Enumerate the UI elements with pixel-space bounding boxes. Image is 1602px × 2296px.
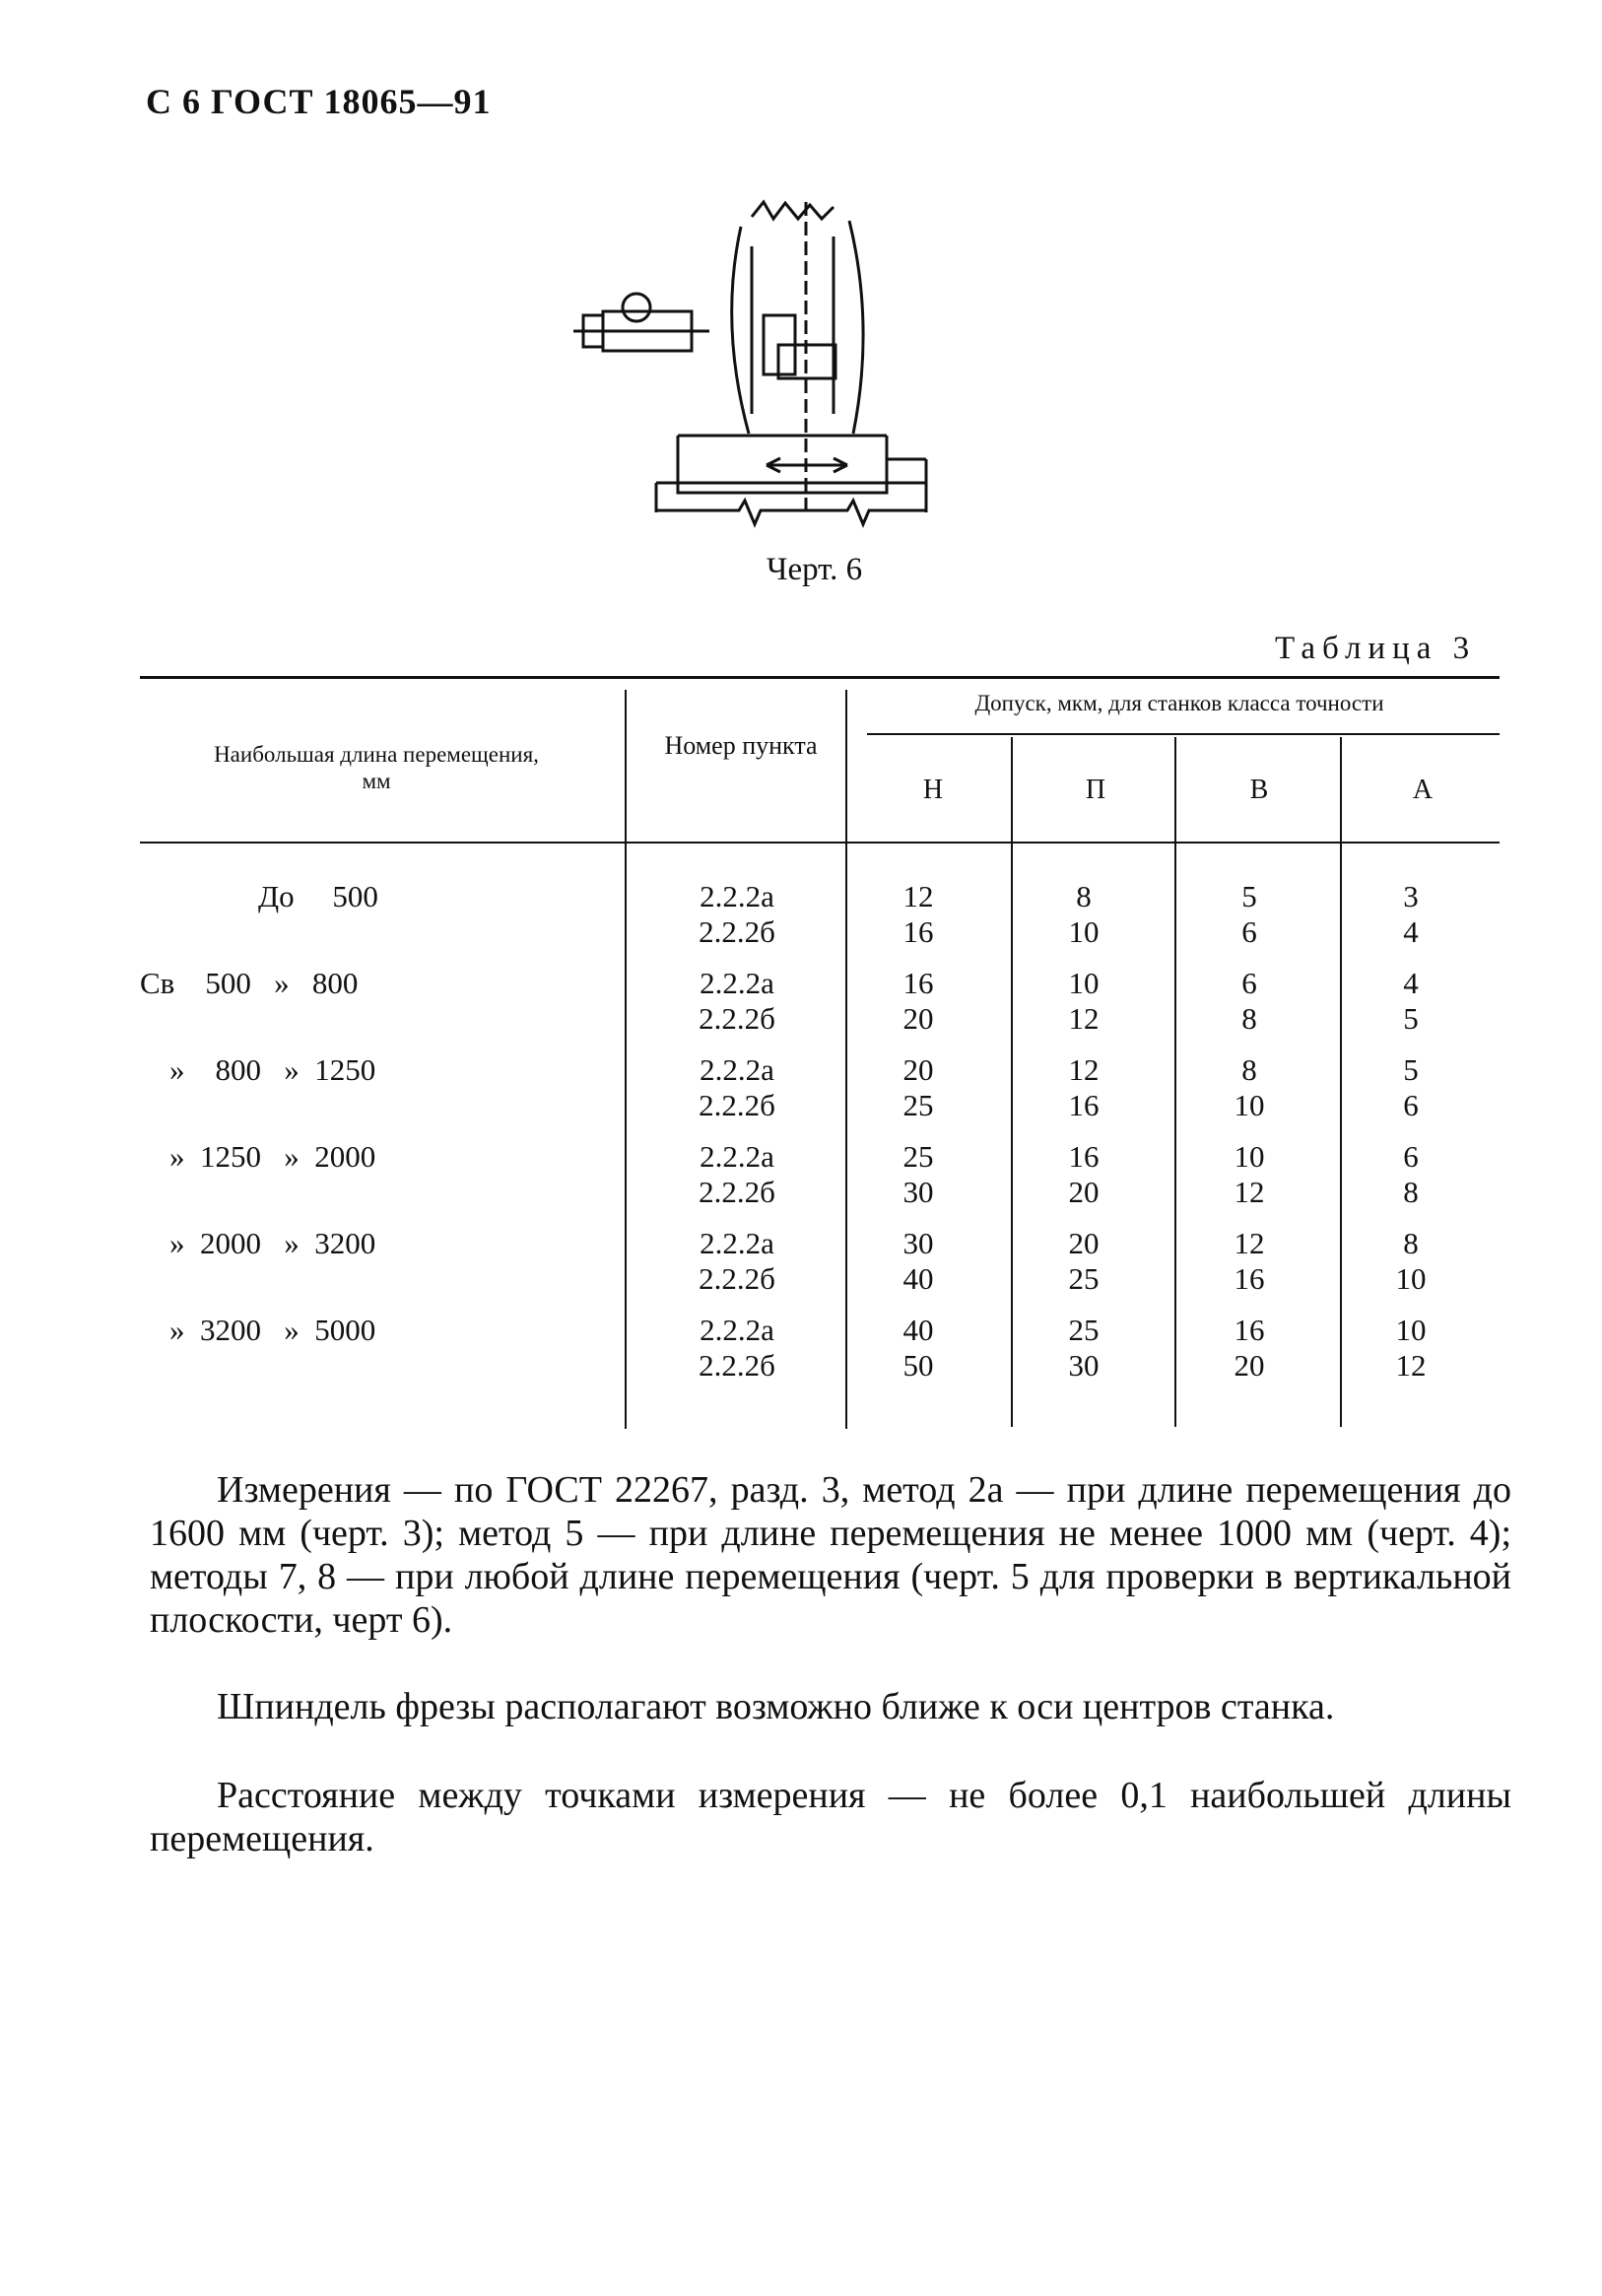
row-point-number: 2.2.2а <box>700 1052 774 1087</box>
table-row <box>140 1313 1500 1399</box>
tolerance-value: 12 <box>1234 1226 1265 1260</box>
table-row <box>140 1226 1500 1313</box>
paragraph-text: Шпиндель фрезы располагают возможно ближе к оси центров станка. <box>217 1686 1335 1727</box>
header-class-n: Н <box>922 775 944 805</box>
tolerance-value: 20 <box>1068 1226 1100 1260</box>
header-length: Наибольшая длина перемещения, мм <box>214 742 539 793</box>
tolerance-value: 3 <box>1403 879 1419 913</box>
tolerance-value: 8 <box>1403 1175 1419 1209</box>
body-paragraph <box>150 1774 1511 1860</box>
tolerance-value: 4 <box>1403 966 1419 1000</box>
tolerance-value: 20 <box>1068 1175 1100 1209</box>
row-length-label: » 1250 » 2000 <box>169 1139 376 1174</box>
tolerance-value: 12 <box>1395 1348 1427 1383</box>
row-point-number: 2.2.2б <box>699 1348 775 1383</box>
paragraph-text: Расстояние между точками измерения — не более 0,1 наибольшей длины перемещения. <box>150 1775 1511 1859</box>
header-class-p: П <box>1085 775 1106 805</box>
tolerance-value: 4 <box>1403 914 1419 949</box>
header-point-number: Номер пункта <box>664 731 818 760</box>
tolerance-value: 8 <box>1241 1001 1257 1036</box>
row-length-label: » 3200 » 5000 <box>169 1313 376 1347</box>
row-point-number: 2.2.2а <box>700 1226 774 1260</box>
tolerance-value: 10 <box>1234 1088 1265 1122</box>
page-header: С 6 ГОСТ 18065—91 <box>146 82 492 121</box>
tolerance-value: 5 <box>1403 1052 1419 1087</box>
row-point-number: 2.2.2а <box>700 1313 774 1347</box>
tolerance-value: 10 <box>1068 966 1100 1000</box>
tolerance-value: 25 <box>902 1139 934 1174</box>
tolerance-value: 20 <box>902 1052 934 1087</box>
tolerance-value: 5 <box>1241 879 1257 913</box>
row-point-number: 2.2.2б <box>699 1261 775 1296</box>
tolerance-value: 20 <box>1234 1348 1265 1383</box>
bed-break-line <box>656 501 926 524</box>
row-length-label: » 2000 » 3200 <box>169 1226 376 1260</box>
tolerance-table <box>140 676 1500 1435</box>
row-point-number: 2.2.2б <box>699 1088 775 1122</box>
tolerance-value: 12 <box>902 879 934 913</box>
table-name: Таблица 3 <box>1275 631 1477 666</box>
tolerance-value: 12 <box>1068 1001 1100 1036</box>
table-row <box>140 1052 1500 1139</box>
tolerance-value: 25 <box>902 1088 934 1122</box>
tolerance-value: 16 <box>1234 1261 1265 1296</box>
figure-caption: Черт. 6 <box>767 552 863 587</box>
tolerance-value: 16 <box>1068 1139 1100 1174</box>
row-point-number: 2.2.2б <box>699 1175 775 1209</box>
paragraph-text: Измерения — по ГОСТ 22267, разд. 3, метод 2а — при длине перемещения до 1600 мм (черт. 3); метод 5 — при длине перемещения не менее 1000 мм (черт. 4); методы 7, 8 — при любой длине перемещения (черт. 5 для проверки в вертикальной плоскости, черт 6). <box>150 1469 1511 1641</box>
tolerance-value: 12 <box>1234 1175 1265 1209</box>
tolerance-value: 10 <box>1234 1139 1265 1174</box>
tolerance-subheader-rule <box>867 733 1500 735</box>
tolerance-value: 6 <box>1403 1088 1419 1122</box>
tolerance-value: 30 <box>1068 1348 1100 1383</box>
tolerance-value: 50 <box>902 1348 934 1383</box>
row-point-number: 2.2.2а <box>700 1139 774 1174</box>
tolerance-value: 30 <box>902 1175 934 1209</box>
row-point-number: 2.2.2б <box>699 1001 775 1036</box>
figure-6-drawing <box>562 197 1074 532</box>
tolerance-value: 25 <box>1068 1261 1100 1296</box>
body-paragraph <box>150 1468 1511 1642</box>
tolerance-value: 6 <box>1241 966 1257 1000</box>
tolerance-value: 16 <box>902 966 934 1000</box>
table-top-rule <box>140 676 1500 679</box>
tolerance-value: 10 <box>1395 1261 1427 1296</box>
tolerance-value: 16 <box>1068 1088 1100 1122</box>
table-row <box>140 879 1500 966</box>
spindle-contour-left <box>732 227 749 434</box>
row-length-label: Св 500 » 800 <box>140 966 359 1000</box>
tolerance-value: 16 <box>1234 1313 1265 1347</box>
row-point-number: 2.2.2а <box>700 966 774 1000</box>
indicator-dial <box>623 294 650 321</box>
tolerance-value: 40 <box>902 1313 934 1347</box>
tolerance-value: 8 <box>1403 1226 1419 1260</box>
tolerance-value: 16 <box>902 914 934 949</box>
tolerance-value: 5 <box>1403 1001 1419 1036</box>
tolerance-value: 40 <box>902 1261 934 1296</box>
header-bottom-rule <box>140 842 1500 844</box>
tolerance-value: 6 <box>1241 914 1257 949</box>
tolerance-value: 10 <box>1395 1313 1427 1347</box>
row-point-number: 2.2.2а <box>700 879 774 913</box>
tolerance-value: 8 <box>1241 1052 1257 1087</box>
tolerance-value: 8 <box>1076 879 1092 913</box>
row-length-label: До 500 <box>258 879 378 913</box>
tolerance-value: 10 <box>1068 914 1100 949</box>
spindle-contour-right <box>849 221 863 434</box>
tolerance-value: 6 <box>1403 1139 1419 1174</box>
header-tolerance-group: Допуск, мкм, для станков класса точности <box>974 691 1384 715</box>
header-class-a: А <box>1412 775 1434 805</box>
tolerance-value: 30 <box>902 1226 934 1260</box>
tolerance-value: 20 <box>902 1001 934 1036</box>
header-class-v: В <box>1249 775 1269 805</box>
table-row <box>140 966 1500 1052</box>
row-length-label: » 800 » 1250 <box>169 1052 376 1087</box>
body-paragraph <box>150 1685 1511 1728</box>
row-point-number: 2.2.2б <box>699 914 775 949</box>
tolerance-value: 25 <box>1068 1313 1100 1347</box>
table-row <box>140 1139 1500 1226</box>
tolerance-value: 12 <box>1068 1052 1100 1087</box>
